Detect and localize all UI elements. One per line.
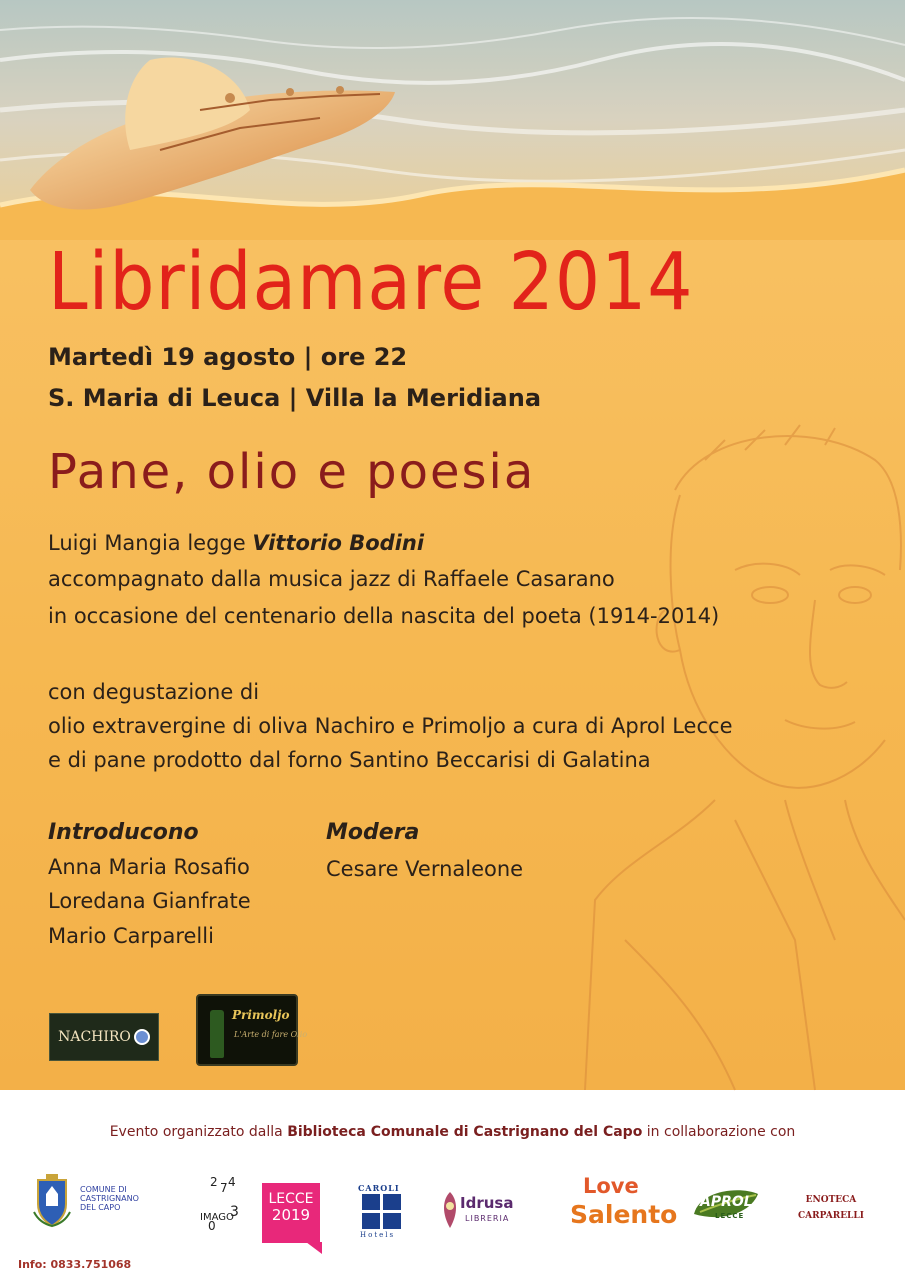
reader-prefix: Luigi Mangia legge	[48, 531, 253, 555]
nachiro-label: NACHIRO	[58, 1029, 131, 1045]
tasting-bread: e di pane prodotto dal forno Santino Beccarisi di Galatina	[48, 748, 651, 772]
intro-name: Loredana Gianfrate	[48, 889, 251, 913]
enoteca-label: ENOTECA	[805, 1195, 857, 1205]
moderator-name: Cesare Vernaleone	[326, 857, 524, 881]
comune-text-line: DEL CAPO	[80, 1203, 121, 1212]
oil-bottle-icon	[210, 1010, 224, 1058]
centenary-line: in occasione del centenario della nascita del poeta (1914-2014)	[48, 604, 720, 628]
music-line: accompagnato dalla musica jazz di Raffaele Casarano	[48, 567, 615, 591]
enoteca-logo	[798, 1192, 864, 1224]
imago-logo-mark-icon	[198, 1172, 244, 1234]
love-label: Love	[583, 1174, 639, 1198]
tasting-intro: con degustazione di	[48, 680, 260, 704]
intro-name: Mario Carparelli	[48, 924, 214, 948]
venue-line: S. Maria di Leuca | Villa la Meridiana	[48, 384, 542, 412]
carparelli-label: CARPARELLI	[798, 1211, 864, 1221]
comune-text-line: CASTRIGNANO	[80, 1194, 139, 1203]
poet-name: Vittorio Bodini	[252, 531, 425, 555]
idrusa-sub: LIBRERIA	[465, 1214, 510, 1223]
imago-label: IMAGO	[200, 1212, 234, 1223]
lecce-year: 2019	[271, 1206, 311, 1224]
moderator-heading: Modera	[326, 820, 420, 845]
caroli-label: CAROLI	[358, 1183, 400, 1193]
primoljo-tagline: L'Arte di fare Olio	[234, 1030, 308, 1039]
caroli-sub: Hotels	[360, 1231, 396, 1239]
idrusa-label: Idrusa	[460, 1194, 514, 1212]
svg-text:7: 7	[220, 1181, 228, 1195]
svg-text:0: 0	[208, 1219, 216, 1233]
aprol-label: APROL	[700, 1194, 753, 1210]
seashell-illustration	[0, 0, 905, 240]
intro-name: Anna Maria Rosafio	[48, 855, 250, 879]
lecce-label: LECCE	[268, 1191, 314, 1207]
primoljo-label: Primoljo	[232, 1008, 290, 1022]
aprol-sub: LECCE	[715, 1212, 745, 1220]
caroli-squares-icon	[362, 1194, 402, 1230]
primoljo-logo	[196, 994, 308, 1066]
organizer-suffix: in collaborazione con	[642, 1124, 796, 1140]
nachiro-dot-icon	[134, 1029, 150, 1045]
idrusa-emblem-icon	[440, 1190, 460, 1230]
organizer-name: Biblioteca Comunale di Castrignano del Capo	[287, 1124, 643, 1140]
lecce-2019-logo	[262, 1183, 320, 1243]
salento-label: Salento	[570, 1200, 678, 1229]
svg-text:3: 3	[230, 1204, 239, 1220]
comune-text-line: COMUNE DI	[80, 1185, 127, 1194]
intro-heading: Introducono	[48, 820, 199, 845]
organizer-prefix: Evento organizzato dalla	[109, 1124, 288, 1140]
date-time-line: Martedì 19 agosto | ore 22	[48, 343, 408, 371]
organizer-line	[0, 1124, 905, 1140]
tasting-oil: olio extravergine di oliva Nachiro e Primoljo a cura di Aprol Lecce	[48, 714, 733, 738]
svg-text:2: 2	[210, 1175, 218, 1189]
nachiro-logo	[49, 1013, 159, 1061]
event-subtitle: Pane, olio e poesia	[48, 444, 536, 500]
comune-crest-icon	[32, 1172, 72, 1228]
comune-logo-text	[80, 1185, 139, 1212]
contact-phone: Info: 0833.751068	[18, 1258, 132, 1271]
lecce-corner-icon	[306, 1242, 322, 1254]
poster-title: Libridamare 2014	[48, 236, 694, 328]
svg-text:4: 4	[228, 1175, 236, 1189]
reader-line	[48, 531, 424, 555]
